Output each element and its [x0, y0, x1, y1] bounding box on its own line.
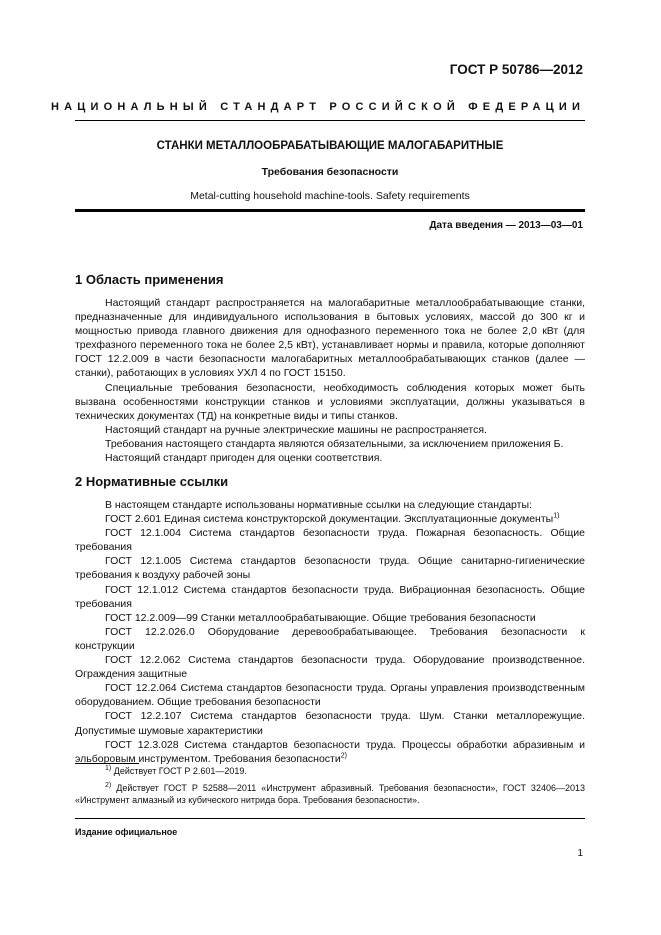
national-standard-heading: НАЦИОНАЛЬНЫЙ СТАНДАРТ РОССИЙСКОЙ ФЕДЕРАЦИИ: [50, 101, 586, 113]
document-title: СТАНКИ МЕТАЛЛООБРАБАТЫВАЮЩИЕ МАЛОГАБАРИТНЫЕ: [156, 140, 504, 152]
paragraph: Настоящий стандарт пригоден для оценки соответствия.: [105, 452, 383, 465]
reference-item: ГОСТ 12.3.028 Система стандартов безопасности труда. Процессы обработки абразивным и эльборовым инструментом. Требования безопасности$^{2)}$: [75, 738, 585, 765]
reference-item: ГОСТ 12.1.012 Система стандартов безопасности труда. Вибрационная безопасность. Общие требования: [75, 583, 585, 610]
section-2-heading: 2 Нормативные ссылки: [75, 474, 229, 489]
paragraph: Настоящий стандарт на ручные электрические машины не распространяется.: [105, 423, 487, 436]
reference-item: ГОСТ 12.2.064 Система стандартов безопасности труда. Органы управления производственным оборудованием. Общие требования безопасности: [75, 682, 585, 709]
title-divider: [75, 209, 585, 212]
reference-item: ГОСТ 12.2.009—99 Станки металлообрабатывающие. Общие требования безопасности: [105, 611, 536, 624]
document-subtitle: Требования безопасности: [261, 166, 399, 178]
english-title: Metal-cutting household machine-tools. Safety requirements: [190, 190, 470, 202]
footnote: $^{1)}$ Действует ГОСТ Р 2.601—2019.: [105, 765, 247, 776]
reference-item: ГОСТ 12.1.005 Система стандартов безопасности труда. Общие санитарно-гигиенические требования к воздуху рабочей зоны: [75, 555, 585, 582]
paragraph: Специальные требования безопасности, необходимость соблюдения которых может быть вызвана особенностями конструкции станков и условиями эксплуатации, должны указываться в технических документах (ТД) на конкретные виды и типы станков.: [75, 381, 585, 422]
official-divider: [75, 818, 585, 819]
footnotes: [75, 765, 585, 811]
reference-item: ГОСТ 2.601 Единая система конструкторской документации. Эксплуатационные документы$^{1)}$: [105, 512, 560, 526]
gost-number: ГОСТ Р 50786—2012: [449, 62, 583, 77]
header-divider: [75, 120, 585, 121]
section-1-body: [75, 296, 585, 465]
footnote: $^{2)}$ Действует ГОСТ Р 52588—2011 «Инструмент абразивный. Требования безопасности», ГОСТ 32406—2013 «Инструмент алмазный из кубического нитрида бора. Требования безопасности».: [75, 781, 585, 805]
reference-item: ГОСТ 12.2.026.0 Оборудование деревообрабатывающее. Требования безопасности к конструкции: [75, 625, 585, 652]
reference-item: ГОСТ 12.2.107 Система стандартов безопасности труда. Шум. Станки металлорежущие. Допустимые шумовые характеристики: [75, 710, 585, 737]
page-number: 1: [577, 848, 583, 859]
introduction-date: Дата введения — 2013—03—01: [429, 220, 583, 231]
section-2-body: [75, 498, 585, 766]
official-edition-label: Издание официальное: [75, 827, 178, 837]
section-1-heading: 1 Область применения: [75, 272, 224, 287]
reference-item: ГОСТ 12.1.004 Система стандартов безопасности труда. Пожарная безопасность. Общие требования: [75, 527, 585, 554]
paragraph: Настоящий стандарт распространяется на малогабаритные металлообрабатывающие станки, предназначенные для индивидуального использования в бытовых условиях, массой до 300 кг и мощностью привода главного движения для однофазного переменного тока не более 2,0 кВт (для трехфазного переменного тока не более 2,5 кВт), устанавливает нормы и правила, которые дополняют ГОСТ 12.2.009 в части безопасности малогабаритных металлообрабатывающих станков (далее — станки), работающих в условиях УХЛ 4 по ГОСТ 15150.: [75, 297, 585, 380]
reference-item: ГОСТ 12.2.062 Система стандартов безопасности труда. Оборудование производственное. Ограждения защитные: [75, 654, 585, 681]
footnote-divider: [75, 763, 139, 764]
references-intro: В настоящем стандарте использованы нормативные ссылки на следующие стандарты:: [105, 499, 532, 511]
paragraph: Требования настоящего стандарта являются обязательными, за исключением приложения Б.: [105, 437, 564, 450]
